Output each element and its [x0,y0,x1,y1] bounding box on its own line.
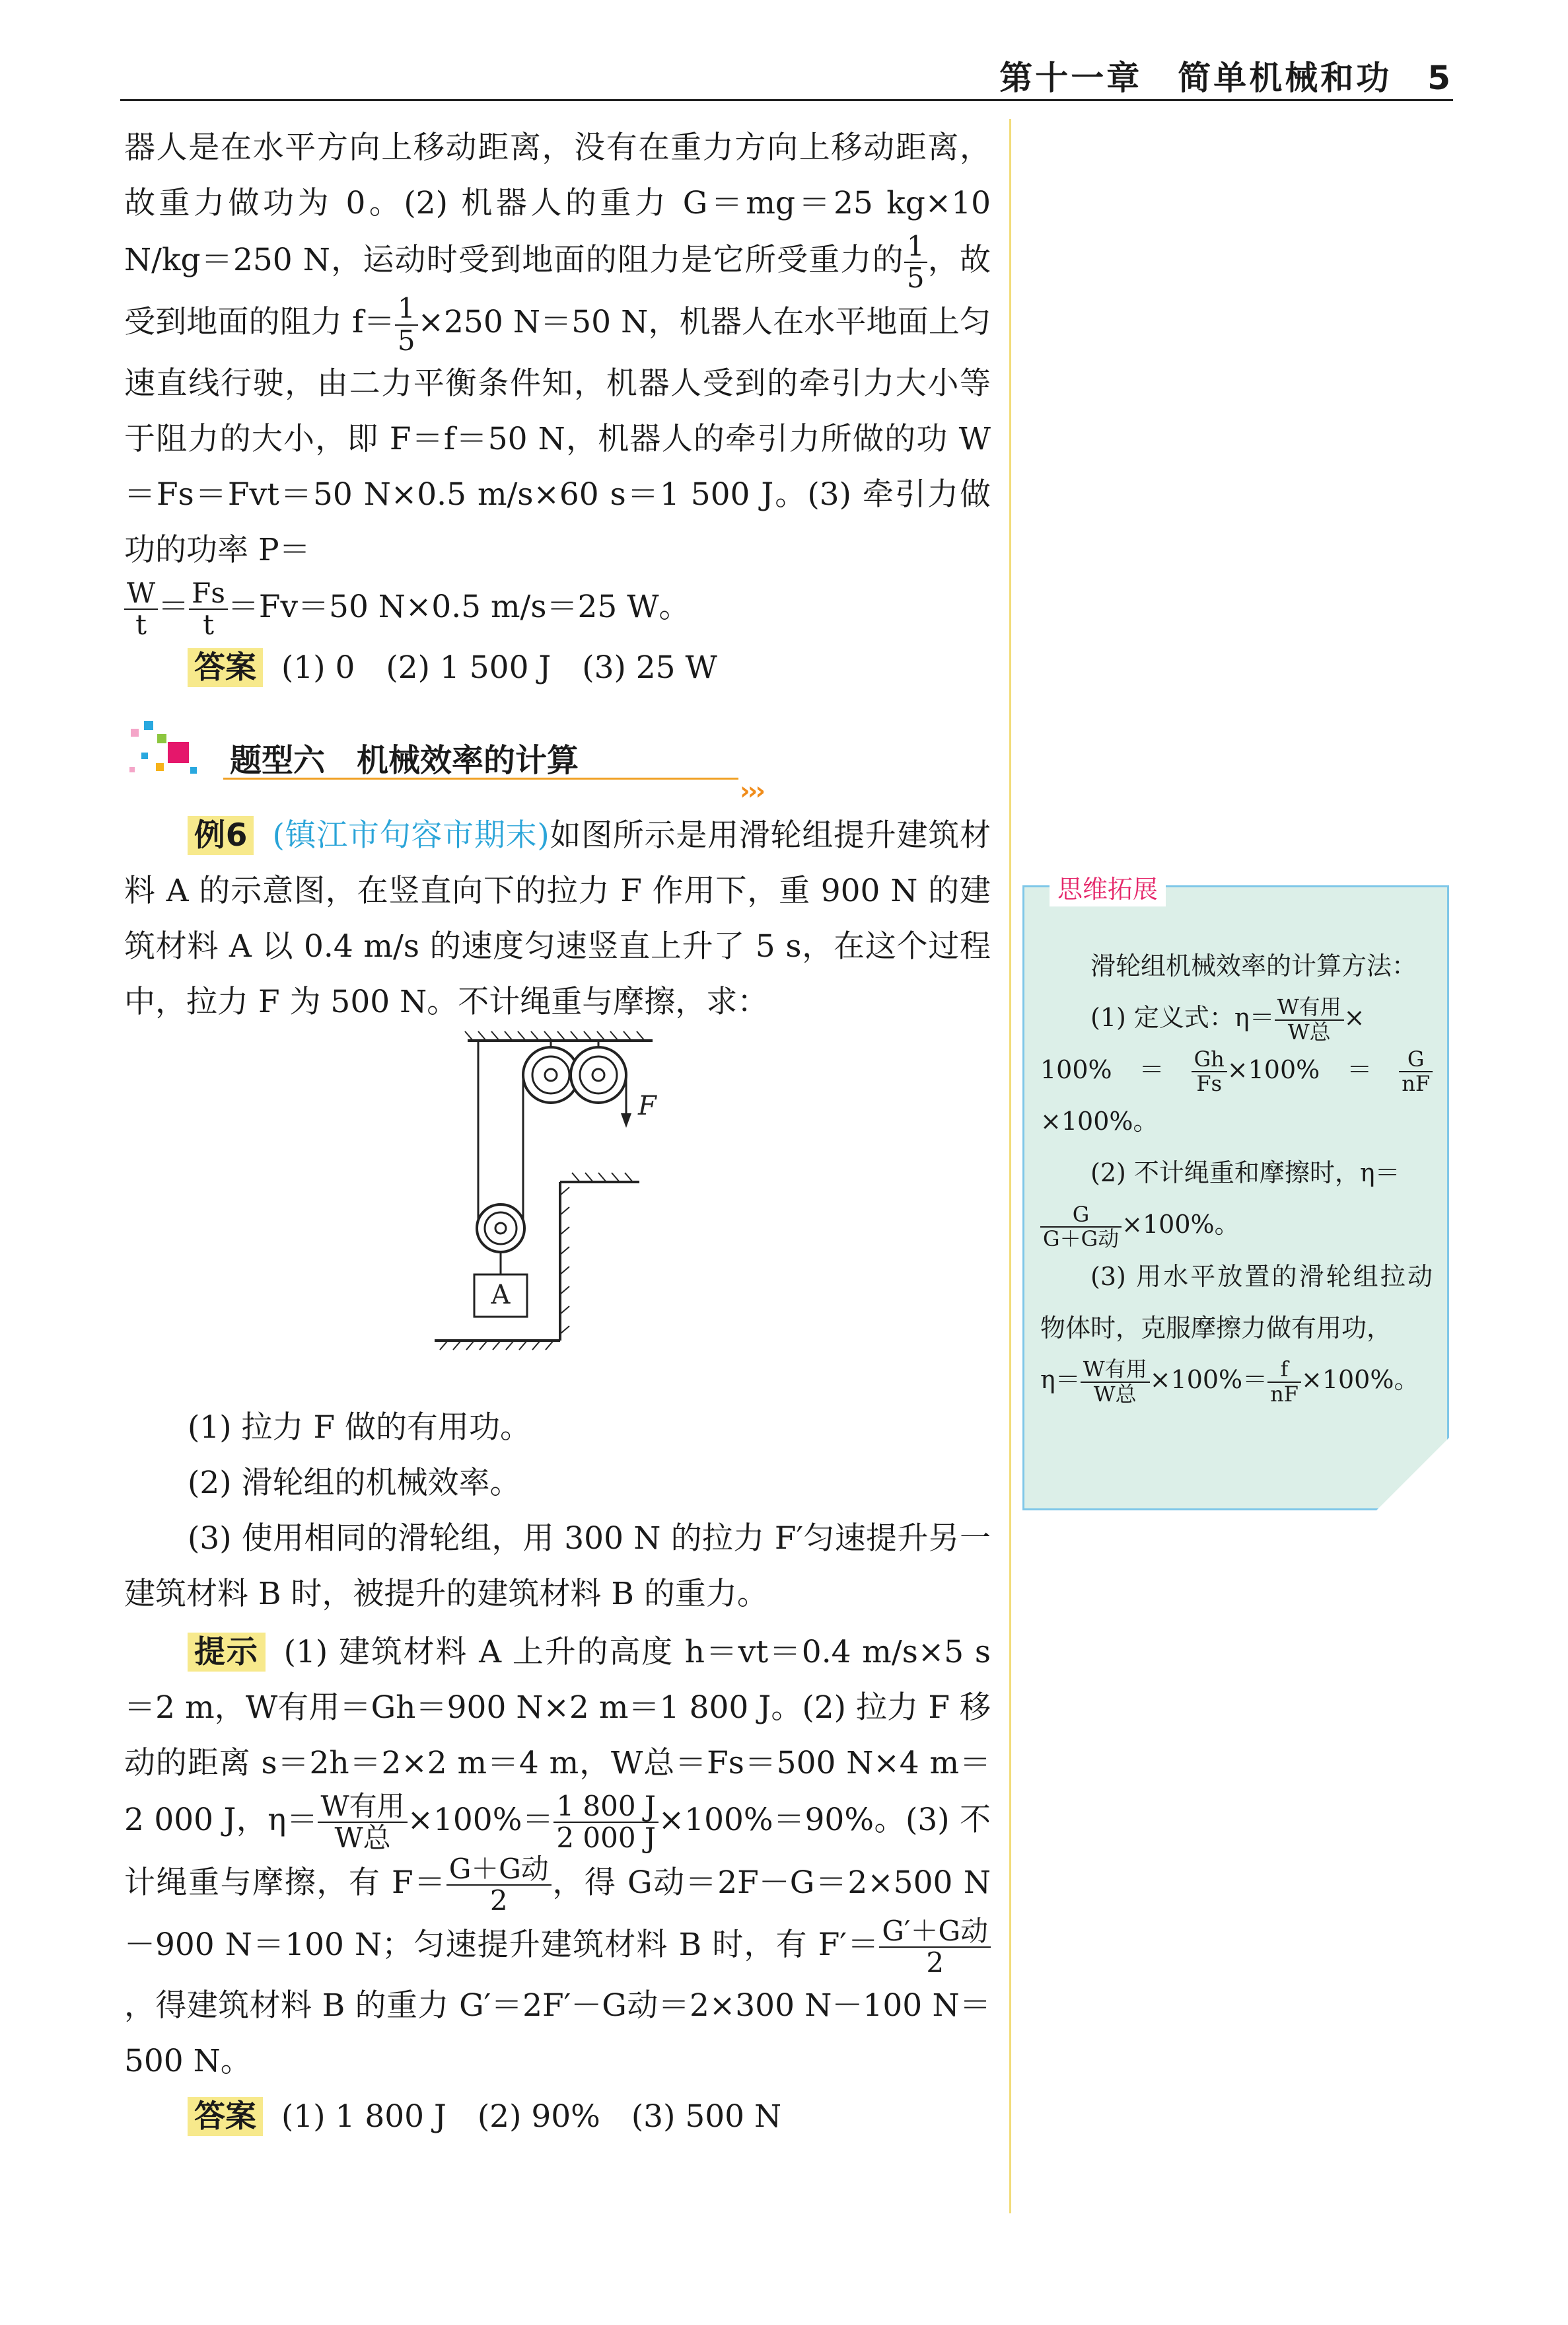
question-3: (3) 使用相同的滑轮组，用 300 N 的拉力 F′匀速提升另一建筑材料 B 时，被提升的建筑材料 B 的重力。 [124,1520,991,1613]
fraction: $\frac{Gh}{Fs}$ [1192,1048,1227,1095]
fraction: $\frac{\text{G′＋G动}}{2}$ [879,1916,991,1978]
force-label: F [638,1091,657,1122]
sidebar-note [1022,875,1449,1510]
hint-label: 提示 [188,1633,266,1672]
sidebar-formula-1: (1) 定义式：η＝ $\frac{\text{W有用}}{\text{W总}}$ × 100%＝ $\frac{Gh}{Fs}$ ×100%＝ $\frac{G}{nF}$ ×100%。 [1040,992,1433,1147]
answer-2: 答案 (1) 1 800 J (2) 90% (3) 500 N [124,2089,991,2145]
fraction: $\frac{\text{W有用}}{\text{W总}}$ [1275,996,1344,1043]
fraction: $\frac{G}{nF}$ [1399,1048,1433,1095]
example-problem: 例6 (镇江市句容市期末)如图所示是用滑轮组提升建筑材料 A 的示意图，在竖直向下的拉力 F 作用下，重 900 N 的建筑材料 A 以 0.4 m/s 的速度匀速竖直上升了 5 s，在这个过程中，拉力 F 为 500 N。不计绳重与摩擦，求： [124,817,991,1021]
fraction: $\frac{\text{W有用}}{\text{W总}}$ [318,1791,407,1853]
fraction: $\frac{1}{5}$ [904,231,927,293]
pulley-diagram [124,1030,991,1400]
page-header [120,40,1453,101]
sidebar-intro: 滑轮组机械效率的计算方法： [1090,951,1417,980]
sidebar-formula-2: (2) 不计绳重和摩擦时，η＝ $\frac{G}{\text{G＋G动}}$ ×100%。 [1040,1147,1433,1251]
page-curl [1376,1438,1449,1510]
answer-1: 答案 (1) 0 (2) 1 500 J (3) 25 W [124,640,991,696]
fraction: $\frac{1}{5}$ [395,293,418,355]
example-label: 例6 [188,816,254,855]
example-source: (镇江市句容市期末) [272,817,550,854]
question-2: (2) 滑轮组的机械效率。 [188,1465,521,1502]
fraction: $\frac{W}{t}$ [124,578,158,640]
fraction: $\frac{G}{\text{G＋G动}}$ [1040,1203,1122,1251]
chapter-title: 第十一章 简单机械和功 5 [999,59,1453,97]
column-divider [1009,119,1011,2213]
answer-label: 答案 [188,2097,263,2136]
question-1: (1) 拉力 F 做的有用功。 [188,1409,532,1446]
section-underline [223,778,738,780]
sidebar-body [1040,940,1433,1406]
arrows-icon: ››› [740,776,763,806]
block-label: A [491,1280,511,1311]
section-decor-icon [124,716,217,795]
fraction: $\frac{\text{W有用}}{\text{W总}}$ [1081,1358,1150,1405]
fraction: $\frac{Fs}{t}$ [189,578,228,640]
answer-label: 答案 [188,648,263,687]
sidebar-tag: 思维拓展 [1050,867,1166,906]
sidebar-formula-3: (3) 用水平放置的滑轮组拉动物体时，克服摩擦力做有用功， η＝ $\frac{\text{W有用}}{\text{W总}}$ ×100%＝ $\frac{f}{nF}$ ×100%。 [1040,1262,1433,1407]
section-title: 题型六 机械效率的计算 [230,742,579,780]
main-column [124,120,991,2145]
fraction: $\frac{\text{G＋G动}}{2}$ [446,1854,552,1916]
hint-text: 提示 (1) 建筑材料 A 上升的高度 h＝vt＝0.4 m/s×5 s＝2 m，W有用＝Gh＝900 N×2 m＝1 800 J。(2) 拉力 F 移动的距离 s＝2h＝2×2 m＝4 m，W总＝Fs＝500 N×4 m＝2 000 J，η＝ $\frac{\text{W有用}}{\text{W总}}$ ×100%＝ $\frac{1 800 J}{2 000 J}$ ×100%＝90%。(3) 不计绳重与摩擦，有 F＝ $\frac{\text{G＋G动}}{2}$ ，得 G动＝2F－G＝2×500 N－900 N＝100 N；匀速提升建筑材料 B 时，有 F′＝ $\frac{\text{G′＋G动}}{2}$ ，得建筑材料 B 的重力 G′＝2F′－G动＝2×300 N－100 N＝500 N。 [124,1634,991,2080]
pulley-figure [124,1030,991,1400]
fraction: $\frac{f}{nF}$ [1267,1358,1301,1405]
fraction: $\frac{1 800 J}{2 000 J}$ [553,1791,658,1853]
section-heading [124,716,991,806]
solution-text: 器人是在水平方向上移动距离，没有在重力方向上移动距离，故重力做功为 0。(2) 机器人的重力 G＝mg＝25 kg×10 N/kg＝250 N，运动时受到地面的阻力是它所受重力的 $\frac{1}{5}$ ，故受到地面的阻力 f＝ $\frac{1}{5}$ ×250 N＝50 N，机器人在水平地面上匀速直线行驶，由二力平衡条件知，机器人受到的牵引力大小等于阻力的大小，即 F＝f＝50 N，机器人的牵引力所做的功 W＝Fs＝Fvt＝50 N×0.5 m/s×60 s＝1 500 J。(3) 牵引力做功的功率 P＝ $\frac{W}{t}$ ＝ $\frac{Fs}{t}$ ＝Fv＝50 N×0.5 m/s＝25 W。 [124,129,991,641]
